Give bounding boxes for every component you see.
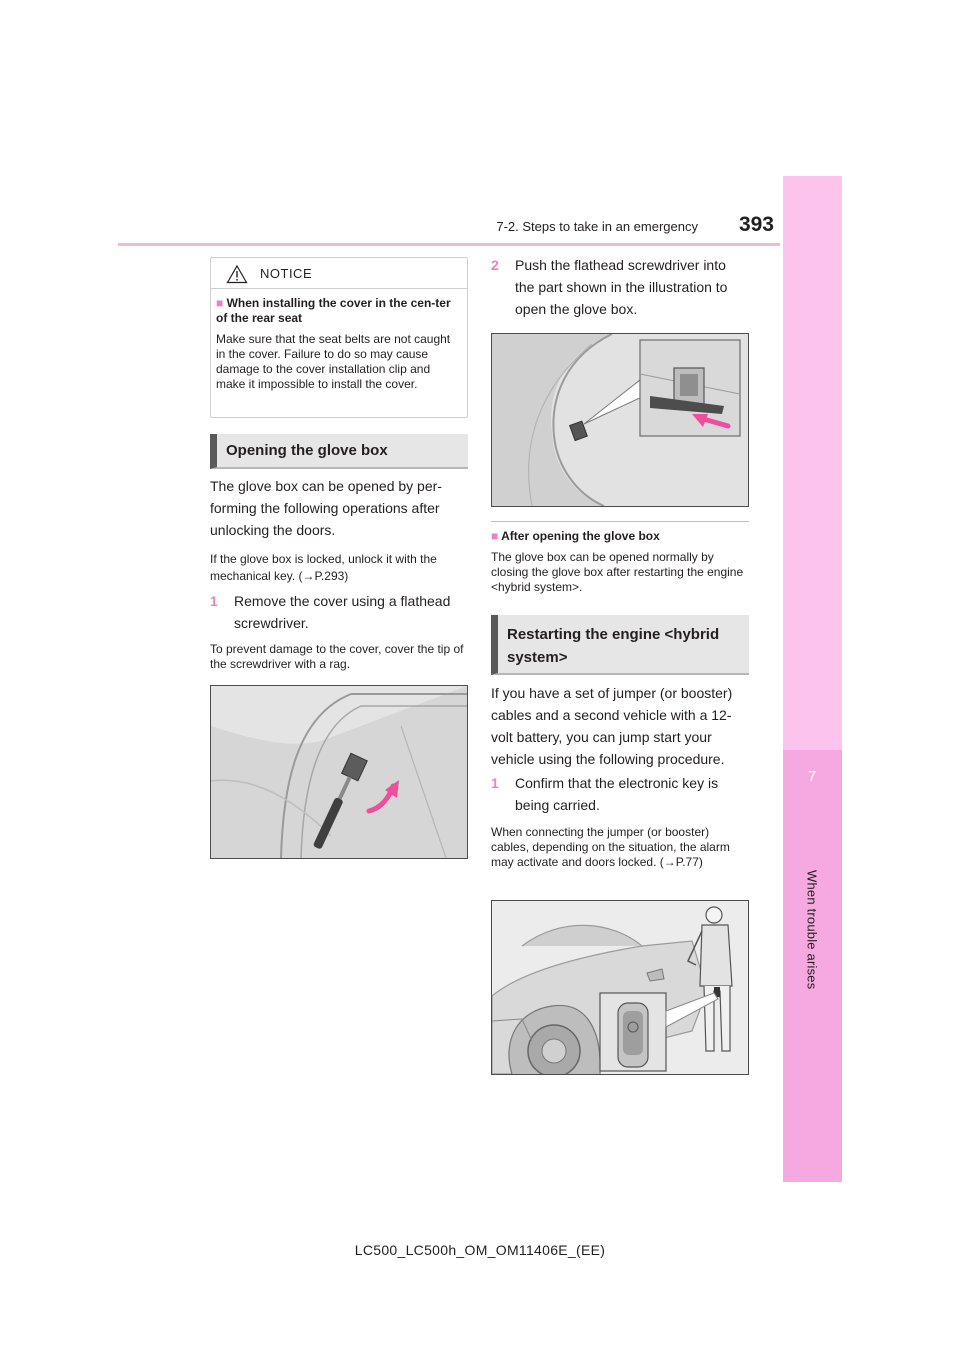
header-rule <box>118 243 780 246</box>
glove-step-1-note: To prevent damage to the cover, cover the tip of the screwdriver with a rag. <box>210 642 464 671</box>
after-opening-heading-text: After opening the glove box <box>501 529 660 543</box>
figure-electronic-key <box>491 900 749 1075</box>
warning-icon <box>226 264 248 284</box>
step-text: Push the flathead screwdriver into the part shown in the illustration to open the glove box. <box>515 257 728 317</box>
section-heading-glove-box <box>210 434 468 469</box>
after-opening-heading <box>491 529 749 544</box>
notice-header <box>211 258 467 289</box>
notice-heading-text: When installing the cover in the cen-ter of the rear seat <box>216 296 451 325</box>
step-number: 2 <box>491 257 499 273</box>
figure-push-screwdriver <box>491 333 749 507</box>
glove-step-2 <box>491 254 749 320</box>
glove-box-intro: The glove box can be opened by per-forming the following operations after unlocking the doors. <box>210 478 442 538</box>
notice-label: NOTICE <box>260 266 313 281</box>
restart-intro: If you have a set of jumper (or booster) cables and a second vehicle with a 12-volt battery, you can jump start your vehicle using the following procedure. <box>491 685 733 767</box>
section-heading-text: Restarting the engine <hybrid system> <box>507 626 720 666</box>
bullet-square-icon: ■ <box>491 529 499 543</box>
illustration-glove-box-release <box>492 334 748 506</box>
after-opening-body: The glove box can be opened normally by closing the glove box after restarting the engine <hybrid system>. <box>491 550 744 594</box>
step-text: Confirm that the electronic key is being carried. <box>515 775 719 813</box>
chapter-number: 7 <box>807 768 817 785</box>
notice-heading <box>216 296 461 326</box>
restart-step-1 <box>491 772 749 816</box>
figure-remove-cover <box>210 685 468 859</box>
footer-document-code: LC500_LC500h_OM_OM11406E_(EE) <box>354 1242 606 1258</box>
notice-box <box>210 257 468 418</box>
bullet-square-icon: ■ <box>216 296 224 310</box>
illustration-person-with-key <box>492 901 748 1074</box>
section-title: 7-2. Steps to take in an emergency <box>496 219 698 234</box>
section-heading-text: Opening the glove box <box>226 442 388 459</box>
restart-step-1-note: When connecting the jumper (or booster) cables, depending on the situation, the alarm may activate and doors locked. (→P.77) <box>491 825 730 869</box>
step-text: Remove the cover using a flathead screwdriver. <box>234 593 451 631</box>
divider <box>491 521 749 522</box>
glove-box-lock-note: If the glove box is locked, unlock it with the mechanical key. (→P.293) <box>210 552 437 583</box>
page-number: 393 <box>738 213 774 236</box>
notice-body: Make sure that the seat belts are not caught in the cover. Failure to do so may cause damage to the cover installation clip and make it impossible to install the cover. <box>216 332 451 391</box>
step-number: 1 <box>210 593 218 609</box>
step-number: 1 <box>491 775 499 791</box>
illustration-screwdriver-cover <box>211 686 467 858</box>
glove-step-1 <box>210 590 468 634</box>
chapter-title: When trouble arises <box>804 870 820 990</box>
section-heading-restart-engine <box>491 615 749 675</box>
